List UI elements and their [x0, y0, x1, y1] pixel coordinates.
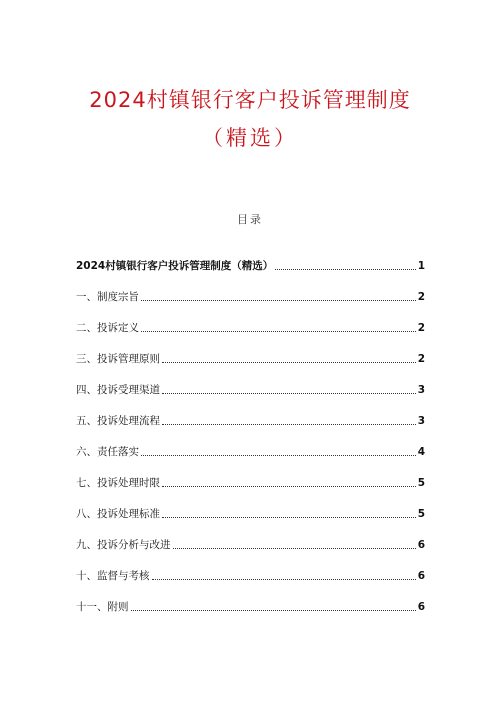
toc-entry-text: 十一、附则 — [76, 601, 129, 613]
toc-entry[interactable] — [76, 366, 425, 397]
toc-entry-text: 四、投诉受理渠道 — [76, 384, 160, 396]
toc-leader — [131, 609, 416, 611]
toc-entry-text: 六、责任落实 — [76, 446, 139, 458]
toc-entry-text: 八、投诉处理标准 — [76, 508, 160, 520]
toc-page-number: 3 — [417, 415, 425, 427]
toc-page-number: 1 — [417, 260, 425, 272]
toc-entry-text: 一、制度宗旨 — [76, 291, 139, 303]
toc-page-number: 4 — [417, 446, 425, 458]
toc-leader — [162, 392, 416, 394]
toc-entry[interactable] — [76, 490, 425, 521]
toc-entry-text: 十、监督与考核 — [76, 570, 150, 582]
toc-entry[interactable] — [76, 583, 425, 614]
toc-entry-text: 2024村镇银行客户投诉管理制度（精选） — [76, 260, 274, 272]
toc-entry[interactable] — [76, 335, 425, 366]
toc-leader — [141, 454, 416, 456]
toc-leader — [173, 547, 416, 549]
toc-leader — [152, 578, 416, 580]
toc-page-number: 2 — [417, 322, 425, 334]
toc-entry-text: 三、投诉管理原则 — [76, 353, 160, 365]
toc-entry[interactable] — [76, 552, 425, 583]
toc-leader — [141, 299, 416, 301]
toc-page-number: 3 — [417, 384, 425, 396]
toc-page-number: 6 — [417, 539, 425, 551]
toc-page-number: 6 — [417, 570, 425, 582]
toc-page-number: 5 — [417, 508, 425, 520]
document-subtitle: （精选） — [202, 126, 298, 150]
toc-entry-text: 二、投诉定义 — [76, 322, 139, 334]
toc-entry[interactable] — [76, 521, 425, 552]
toc-entry[interactable] — [76, 428, 425, 459]
toc-leader — [275, 268, 415, 270]
toc-leader — [162, 361, 416, 363]
table-of-contents — [76, 242, 425, 614]
toc-heading: 目录 — [237, 213, 263, 226]
toc-entry-text: 七、投诉处理时限 — [76, 477, 160, 489]
toc-page-number: 5 — [417, 477, 425, 489]
toc-page-number: 2 — [417, 291, 425, 303]
toc-page-number: 2 — [417, 353, 425, 365]
toc-entry-text: 九、投诉分析与改进 — [76, 539, 171, 551]
toc-entry[interactable] — [76, 242, 425, 273]
document-title: 2024村镇银行客户投诉管理制度 — [89, 88, 411, 112]
toc-leader — [162, 516, 416, 518]
toc-entry[interactable] — [76, 273, 425, 304]
toc-leader — [162, 485, 416, 487]
toc-leader — [141, 330, 416, 332]
toc-leader — [162, 423, 416, 425]
toc-entry[interactable] — [76, 459, 425, 490]
toc-entry-text: 五、投诉处理流程 — [76, 415, 160, 427]
toc-entry[interactable] — [76, 397, 425, 428]
toc-entry[interactable] — [76, 304, 425, 335]
toc-page-number: 6 — [417, 601, 425, 613]
